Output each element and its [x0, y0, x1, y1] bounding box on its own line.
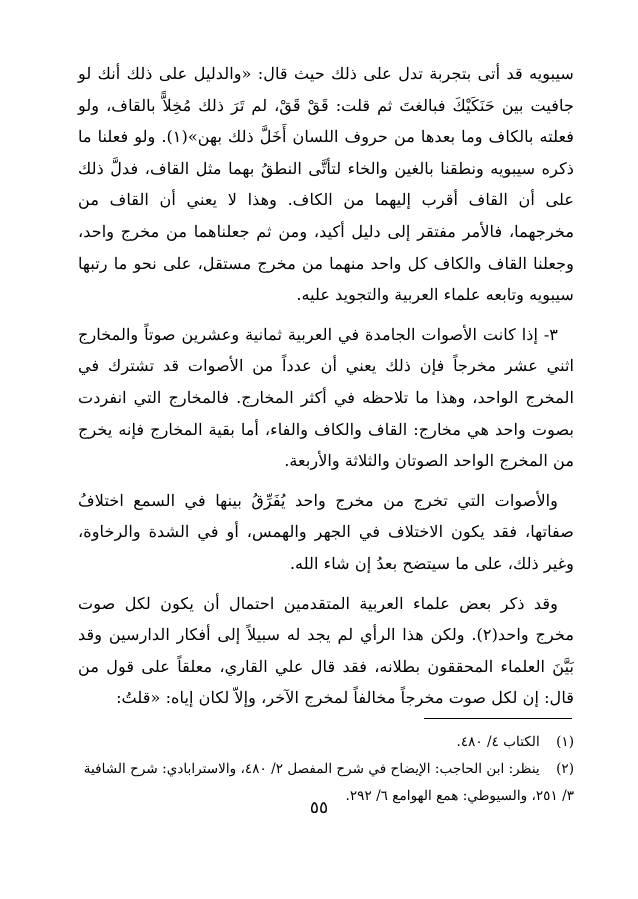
footnote-1-number: (١)	[556, 733, 574, 750]
footnote-1	[78, 729, 574, 756]
paragraph-1: سيبويه قد أتى بتجربة تدل على ذلك حيث قال: «والدليل على ذلك أنك لو جافيت بين حَنَكَيْكَ فبالغتَ ثم قلت: قَقْ قَقْ، لم تَرَ ذلك مُخِلاًّ بالقاف، ولو فعلته بالكاف وما بعدها من حروف اللسان أَخَلَّ ذلك بهن»(١). ولو فعلنا ما ذكره سيبويه ونطقنا بالغين والخاء لتأتَّى النطقُ بهما مثل القاف، فدلَّ ذلك على أن القاف أقرب إليهما من الكاف. وهذا لا يعني أن القاف من مخرجهما، فالأمر مفتقر إلى دليل أكيد، ومن ثم جعلناهما من مخرج واحد، وجعلنا القاف والكاف كل واحد منهما من مخرج مستقل، على نحو ما رتبها سيبويه وتابعه علماء العربية والتجويد عليه.	[78, 64, 574, 305]
footnote-2-text: ينظر: ابن الحاجب: الإيضاح في شرح المفصل ٢/ ٤٨٠، والاسترابادي: شرح الشافية ٣/ ٢٥١، والسيوطي: همع الهوامع ٦/ ٢٩٢.	[83, 760, 574, 804]
paragraph-4: وقد ذكر بعض علماء العربية المتقدمين احتمال أن يكون لكل صوت مخرج واحد(٢). ولكن هذا الرأي لم يجد له سبيلاً إلى أفكار الدارسين وقد بَيَّنَ العلماء المحققون بطلانه، فقد قال علي القاري، معلقاً على قول من قال: إن لكل صوت مخرجاً مخالفاً لمخرج الآخر، وإلاّ لكان إياه: «قلتُ:	[78, 593, 574, 708]
document-page	[78, 58, 574, 879]
paragraph-2: ٣- إذا كانت الأصوات الجامدة في العربية ثمانية وعشرين صوتاً والمخارج اثني عشر مخرجاً فإن ذلك يعني أن عدداً من الأصوات قد تشترك في المخرج الواحد، وهذا ما تلاحظه في أكثر المخارج. فالمخارج التي انفردت بصوت واحد هي مخارج: القاف والكاف والفاء، أما بقية المخارج فإنه يخرج من المخرج الواحد الصوتان والثلاثة والأربعة.	[78, 324, 574, 471]
footnote-1-text: الكتاب ٤/ ٤٨٠.	[456, 733, 540, 750]
main-text	[78, 58, 574, 714]
footnote-divider	[424, 718, 572, 719]
paragraph-3: والأصوات التي تخرج من مخرج واحد يُفَرِّقُ بينها في السمع اختلافُ صفاتها، فقد يكون الاختلاف في الجهر والهمس، أو في الشدة والرخاوة، وغير ذلك، على ما سيتضح بعدُ إن شاء الله.	[78, 490, 574, 573]
footnote-2-number: (٢)	[556, 760, 574, 777]
page-number: ٥٥	[309, 798, 329, 818]
